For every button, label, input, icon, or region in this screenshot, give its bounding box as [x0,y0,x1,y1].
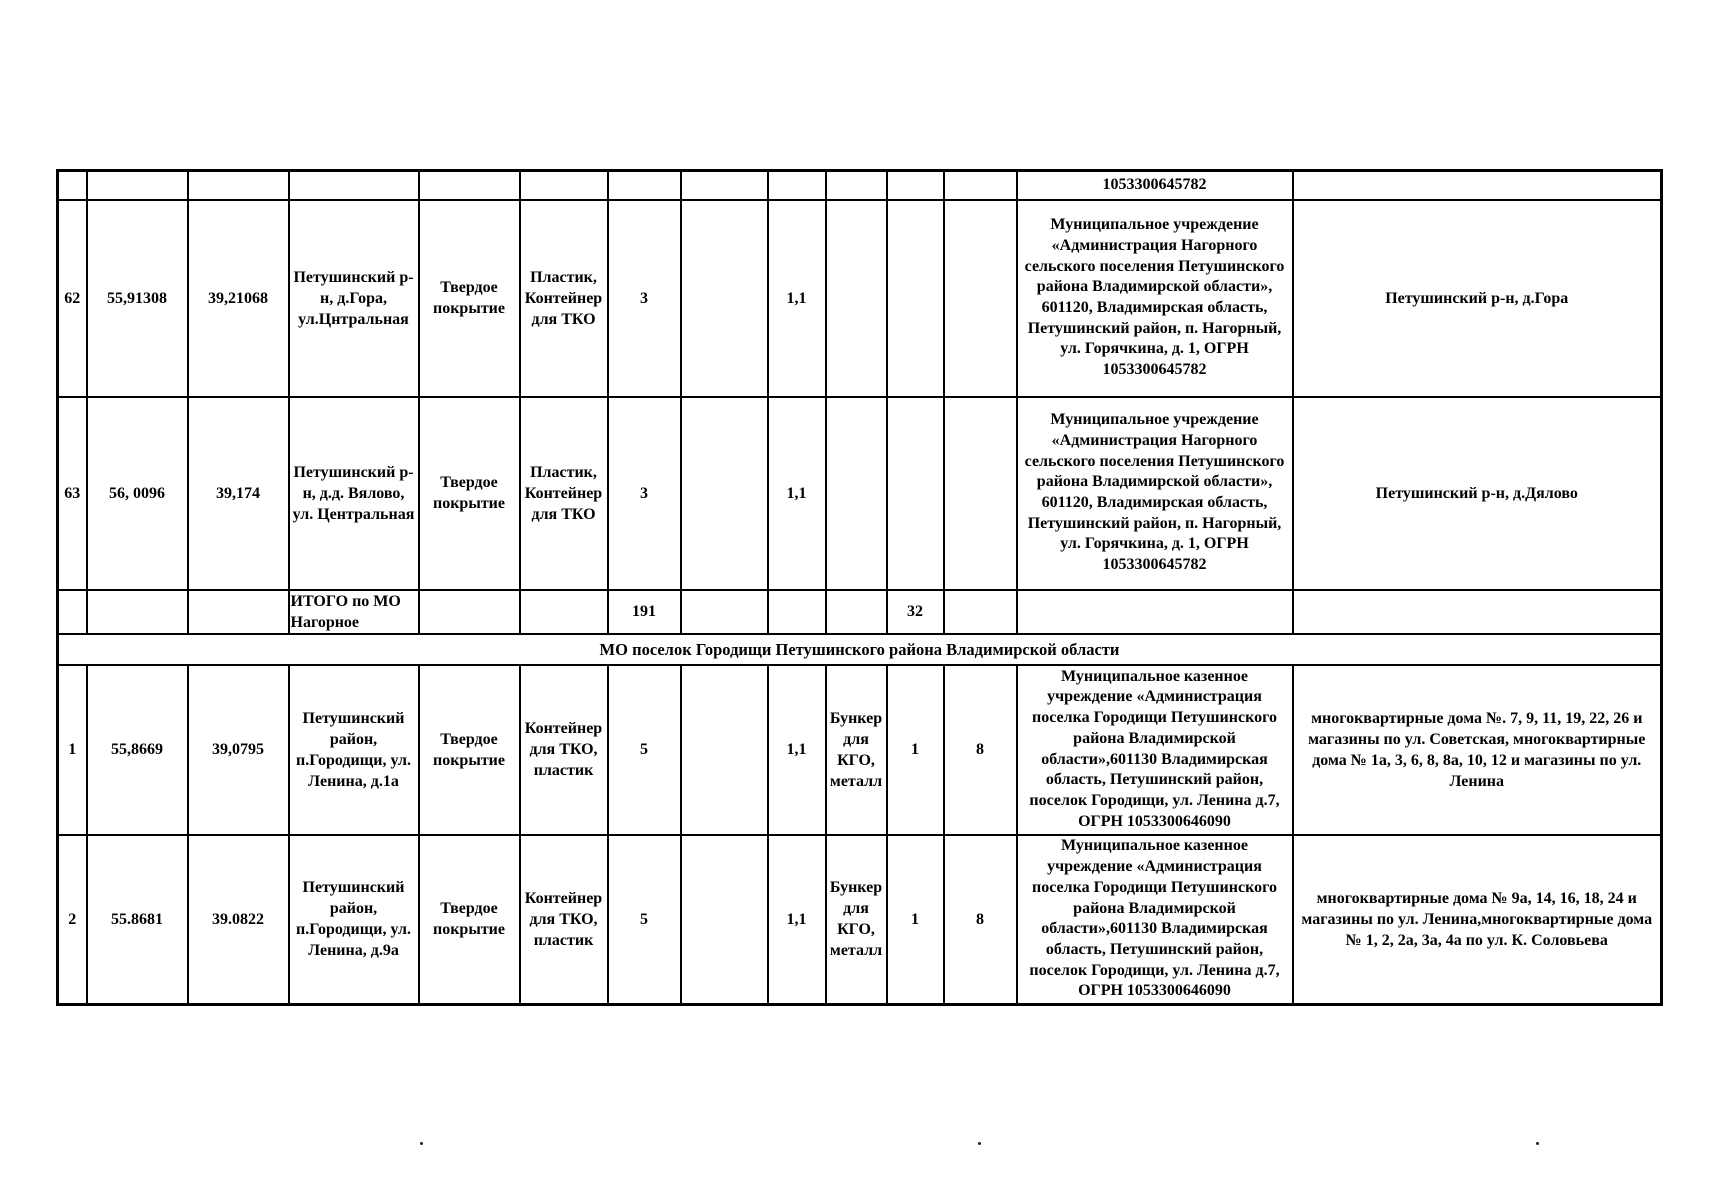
row-number-cell [58,590,87,634]
planned-count-cell [681,665,768,835]
address-cell: Петушинский район, п.Городищи, ул. Ленина, д.1а [289,665,419,835]
row-number-cell: 2 [58,835,87,1005]
bunker-type-cell [826,397,887,590]
planned-count-cell [681,171,768,200]
container-volume-cell: 1,1 [768,200,826,397]
address-cell [289,171,419,200]
owner-cell: 1053300645782 [1017,171,1293,200]
address-cell: Петушинский район, п.Городищи, ул. Ленина, д.9а [289,835,419,1005]
bunker-type-cell [826,590,887,634]
longitude-cell: 39.0822 [188,835,289,1005]
table-row [58,397,1662,590]
total-label-cell: ИТОГО по МО Нагорное [289,590,419,634]
owner-cell: Муниципальное учреждение «Администрация Нагорного сельского поселения Петушинского района Владимирской области», 601120, Владимирская область, Петушинский район, п. Нагорный, ул. Горячкина, д. 1, ОГРН 1053300645782 [1017,397,1293,590]
surface-cell [419,590,520,634]
surface-cell: Твердое покрытие [419,200,520,397]
bunker-volume-cell [944,200,1017,397]
address-cell: Петушинский р-н, д.д. Вялово, ул. Центральная [289,397,419,590]
container-type-cell: Контейнер для ТКО, пластик [520,665,608,835]
bunker-type-cell: Бункер для КГО, металл [826,665,887,835]
owner-cell [1017,590,1293,634]
container-type-cell: Контейнер для ТКО, пластик [520,835,608,1005]
bunker-count-cell: 1 [887,835,944,1005]
address-cell: Петушинский р-н, д.Гора, ул.Цнтральная [289,200,419,397]
sources-cell [1293,171,1662,200]
bunker-type-cell: Бункер для КГО, металл [826,835,887,1005]
owner-cell: Муниципальное казенное учреждение «Администрация поселка Городищи Петушинского района Владимирской области»,601130 Владимирская область, Петушинский район, поселок Городищи, ул. Ленина д.7, ОГРН 1053300646090 [1017,835,1293,1005]
bunker-type-cell [826,200,887,397]
latitude-cell [87,171,188,200]
longitude-cell [188,590,289,634]
sources-cell: Петушинский р-н, д.Дялово [1293,397,1662,590]
table-row [58,665,1662,835]
planned-count-cell [681,835,768,1005]
container-volume-cell [768,171,826,200]
longitude-cell: 39,0795 [188,665,289,835]
row-number-cell: 62 [58,200,87,397]
bunker-count-cell [887,397,944,590]
bunker-count-cell: 1 [887,665,944,835]
surface-cell [419,171,520,200]
container-volume-cell: 1,1 [768,665,826,835]
container-total-cell: 191 [608,590,681,634]
row-number-cell: 1 [58,665,87,835]
table-row [58,171,1662,200]
section-title: МО поселок Городищи Петушинского района Владимирской области [58,634,1662,665]
page-speck [420,1142,423,1145]
surface-cell: Твердое покрытие [419,665,520,835]
page-speck [978,1142,981,1145]
container-volume-cell: 1,1 [768,397,826,590]
longitude-cell: 39,21068 [188,200,289,397]
table-row [58,835,1662,1005]
surface-cell: Твердое покрытие [419,397,520,590]
latitude-cell: 55,91308 [87,200,188,397]
latitude-cell: 55,8669 [87,665,188,835]
latitude-cell [87,590,188,634]
container-count-cell: 5 [608,835,681,1005]
container-count-cell: 3 [608,200,681,397]
sources-cell: многоквартирные дома №. 7, 9, 11, 19, 22, 26 и магазины по ул. Советская, многоквартирные дома № 1а, 3, 6, 8, 8а, 10, 12 и магазины по ул. Ленина [1293,665,1662,835]
registry-table [56,169,1663,1006]
owner-cell: Муниципальное казенное учреждение «Администрация поселка Городищи Петушинского района Владимирской области»,601130 Владимирская область, Петушинский район, поселок Городищи, ул. Ленина д.7, ОГРН 1053300646090 [1017,665,1293,835]
bunker-volume-cell [944,397,1017,590]
row-number-cell [58,171,87,200]
longitude-cell: 39,174 [188,397,289,590]
longitude-cell [188,171,289,200]
container-type-cell [520,171,608,200]
bunker-volume-cell: 8 [944,665,1017,835]
container-type-cell: Пластик, Контейнер для ТКО [520,200,608,397]
row-number-cell: 63 [58,397,87,590]
table-row [58,200,1662,397]
sources-cell: многоквартирные дома № 9а, 14, 16, 18, 24 и магазины по ул. Ленина,многоквартирные дома № 1, 2, 2а, 3а, 4а по ул. К. Соловьева [1293,835,1662,1005]
page-speck [1536,1142,1539,1145]
bunker-total-cell: 32 [887,590,944,634]
bunker-count-cell [887,200,944,397]
container-type-cell [520,590,608,634]
bunker-volume-cell: 8 [944,835,1017,1005]
container-volume-cell: 1,1 [768,835,826,1005]
planned-count-cell [681,200,768,397]
total-row [58,590,1662,634]
planned-count-cell [681,397,768,590]
section-row [58,634,1662,665]
bunker-volume-cell [944,171,1017,200]
owner-cell: Муниципальное учреждение «Администрация Нагорного сельского поселения Петушинского района Владимирской области», 601120, Владимирская область, Петушинский район, п. Нагорный, ул. Горячкина, д. 1, ОГРН 1053300645782 [1017,200,1293,397]
latitude-cell: 55.8681 [87,835,188,1005]
bunker-type-cell [826,171,887,200]
container-count-cell: 5 [608,665,681,835]
surface-cell: Твердое покрытие [419,835,520,1005]
latitude-cell: 56, 0096 [87,397,188,590]
container-count-cell [608,171,681,200]
bunker-count-cell [887,171,944,200]
container-type-cell: Пластик, Контейнер для ТКО [520,397,608,590]
sources-cell: Петушинский р-н, д.Гора [1293,200,1662,397]
container-count-cell: 3 [608,397,681,590]
bunker-volume-cell [944,590,1017,634]
container-volume-cell [768,590,826,634]
planned-count-cell [681,590,768,634]
sources-cell [1293,590,1662,634]
